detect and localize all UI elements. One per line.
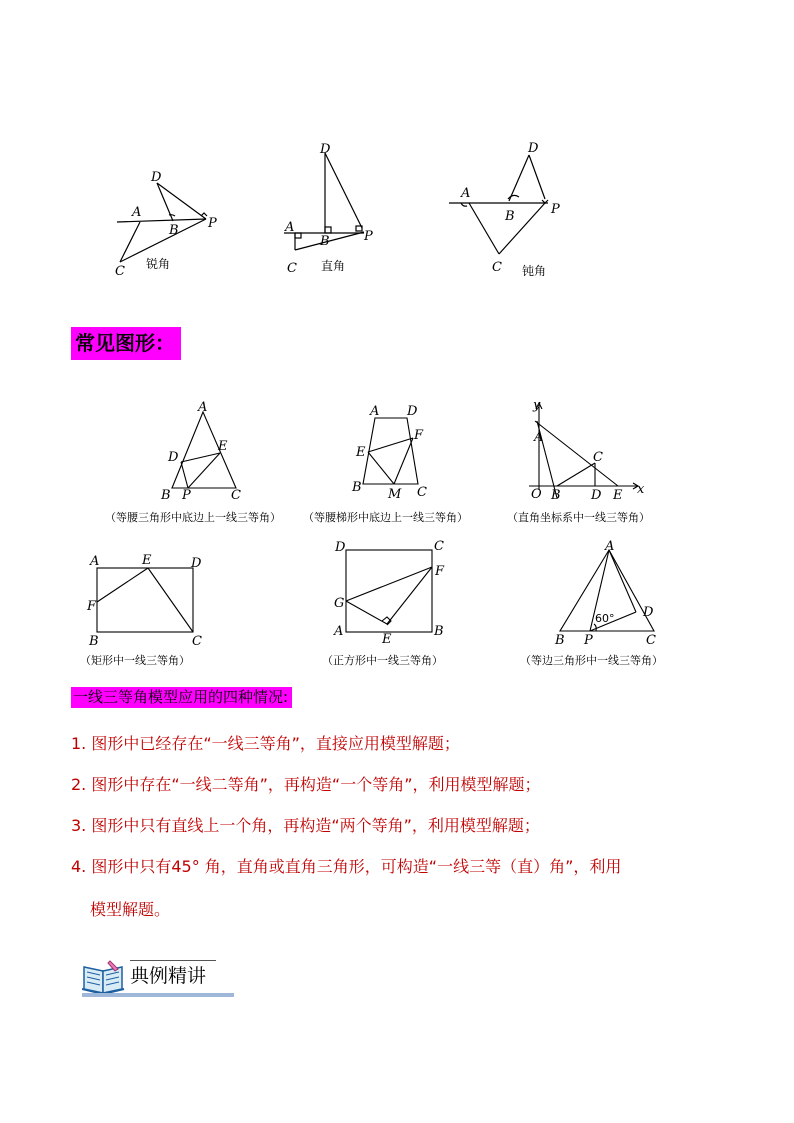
caption-isosceles-trapezoid: （等腰梯形中底边上一线三等角）: [303, 511, 468, 524]
label-b: B: [352, 480, 362, 495]
figure-isosceles-triangle: [155, 400, 255, 505]
label-d: D: [335, 540, 346, 555]
caption-square: （正方形中一线三等角）: [322, 654, 443, 667]
figure-square: [330, 535, 455, 650]
section-title: 典例精讲: [130, 965, 207, 987]
label-d: D: [151, 170, 162, 185]
case-2: 2. 图形中存在“一线二等角”，再构造“一个等角”，利用模型解题；: [71, 775, 541, 794]
label-b: B: [505, 209, 515, 224]
caption-isosceles-triangle: （等腰三角形中底边上一线三等角）: [105, 511, 281, 524]
label-p: P: [551, 202, 560, 217]
label-a: A: [534, 430, 544, 445]
label-d: D: [528, 141, 539, 156]
label-angle: 60°: [595, 612, 615, 625]
label-f: F: [414, 428, 424, 443]
label-a: A: [461, 186, 471, 201]
figure-isosceles-trapezoid: [350, 400, 440, 505]
label-b: B: [555, 633, 565, 648]
label-p: P: [182, 488, 191, 503]
caption-coordinate-system: （直角坐标系中一线三等角）: [507, 511, 650, 524]
label-g: G: [334, 596, 345, 611]
label-a: A: [198, 400, 208, 415]
label-b: B: [161, 488, 171, 503]
case-4: 4. 图形中只有45° 角，直角或直角三角形，可构造“一线三等（直）角”，利用: [71, 857, 622, 876]
label-o: O: [531, 487, 542, 502]
label-p: P: [584, 633, 593, 648]
case-3: 3. 图形中只有直线上一个角，再构造“两个等角”，利用模型解题；: [71, 816, 540, 835]
caption-equilateral-triangle: （等边三角形中一线三等角）: [520, 654, 663, 667]
label-d: D: [168, 450, 179, 465]
label-d: D: [320, 142, 331, 157]
label-c: C: [646, 633, 656, 648]
caption-right: 直角: [321, 259, 346, 273]
section-header-examples: [82, 955, 237, 1001]
label-e: E: [218, 439, 228, 454]
heading-four-cases: 一线三等角模型应用的四种情况:: [71, 687, 292, 708]
label-b: B: [551, 488, 561, 503]
label-d: D: [407, 404, 418, 419]
heading-common-figures: 常见图形：: [71, 327, 181, 360]
label-e: E: [613, 488, 623, 503]
label-p: P: [208, 216, 217, 231]
label-e: E: [142, 553, 152, 568]
label-b: B: [320, 234, 330, 249]
figure-right-angle: [280, 140, 390, 280]
label-c: C: [593, 450, 603, 465]
figure-equilateral-triangle: [550, 540, 675, 650]
label-c: C: [115, 264, 125, 279]
label-d: D: [643, 605, 654, 620]
label-e: E: [356, 445, 366, 460]
label-y: y: [533, 398, 541, 413]
label-a: A: [90, 554, 100, 569]
label-a: A: [605, 539, 615, 554]
caption-obtuse: 钝角: [522, 264, 547, 278]
label-f: F: [435, 564, 445, 579]
label-c: C: [417, 485, 427, 500]
label-x: x: [637, 482, 645, 497]
label-d: D: [191, 556, 202, 571]
caption-rectangle: （矩形中一线三等角）: [80, 654, 190, 667]
figure-coordinate-system: [525, 395, 650, 510]
label-a: A: [370, 404, 380, 419]
label-m: M: [388, 487, 402, 502]
label-c: C: [492, 260, 502, 275]
label-c: C: [192, 634, 202, 649]
label-d: D: [591, 488, 602, 503]
label-a: A: [132, 205, 142, 220]
label-b: B: [169, 223, 179, 238]
label-b: B: [434, 624, 444, 639]
figure-obtuse-angle: [445, 140, 575, 285]
label-a: A: [334, 624, 344, 639]
label-p: P: [364, 229, 373, 244]
label-b: B: [89, 634, 99, 649]
caption-acute: 锐角: [146, 257, 171, 271]
case-1: 1. 图形中已经存在“一线三等角”，直接应用模型解题；: [71, 734, 460, 753]
label-c: C: [434, 539, 444, 554]
label-f: F: [87, 599, 97, 614]
figure-rectangle: [85, 550, 215, 650]
section-underline: [82, 993, 234, 997]
label-c: C: [287, 261, 297, 276]
case-4-continuation: 模型解题。: [90, 900, 171, 919]
label-c: C: [231, 488, 241, 503]
label-e: E: [382, 632, 392, 647]
label-a: A: [285, 220, 295, 235]
figure-acute-angle: [110, 165, 230, 280]
